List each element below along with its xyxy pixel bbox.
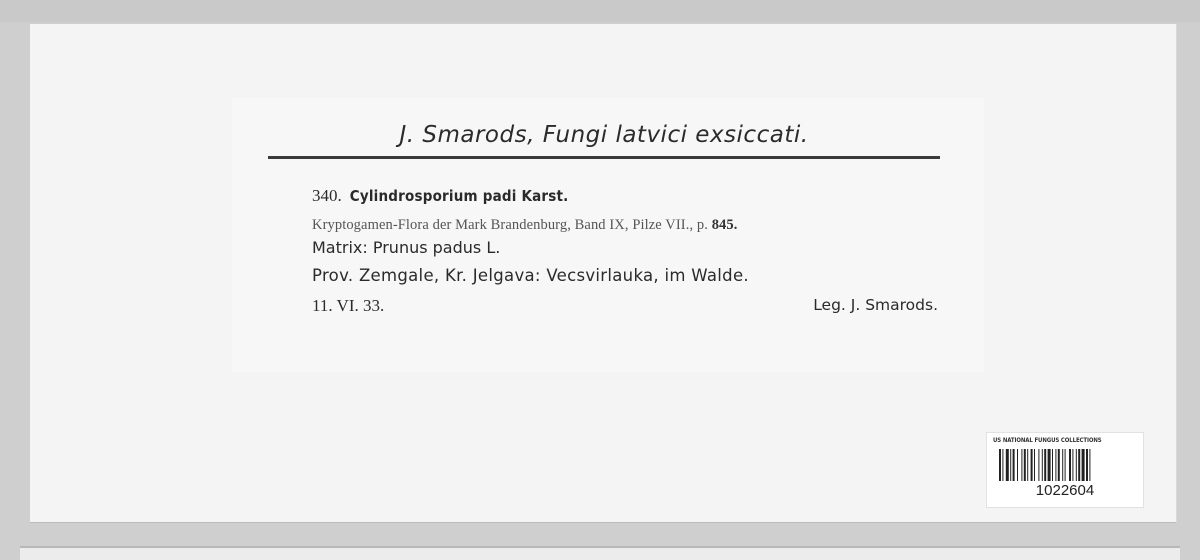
title-divider: [268, 156, 940, 159]
specimen-heading: [312, 186, 942, 206]
barcode-number: 1022604: [1035, 482, 1095, 499]
date-collector-line: [312, 296, 942, 316]
literature-reference: [312, 217, 942, 234]
collector-name: Leg. J. Smarods.: [813, 296, 938, 314]
scan-background: [0, 0, 1200, 22]
matrix-line: Matrix: Prunus padus L.: [312, 238, 501, 257]
series-title: J. Smarods, Fungi latvici exsiccati.: [399, 122, 809, 148]
exsiccata-number: 340.: [312, 186, 342, 205]
reference-page: 845.: [711, 217, 738, 233]
reference-text: Kryptogamen-Flora der Mark Brandenburg, Band IX, Pilze VII., p.: [312, 217, 712, 233]
locality-line: Prov. Zemgale, Kr. Jelgava: Vecsvirlauka, im Walde.: [312, 266, 749, 285]
barcode-label: [986, 432, 1144, 508]
barcode-heading: US NATIONAL FUNGUS COLLECTIONS: [993, 437, 1102, 444]
collection-date: 11. VI. 33.: [312, 296, 385, 315]
taxon-name: Cylindrosporium padi Karst.: [349, 187, 569, 205]
barcode-bars: [999, 449, 1133, 481]
